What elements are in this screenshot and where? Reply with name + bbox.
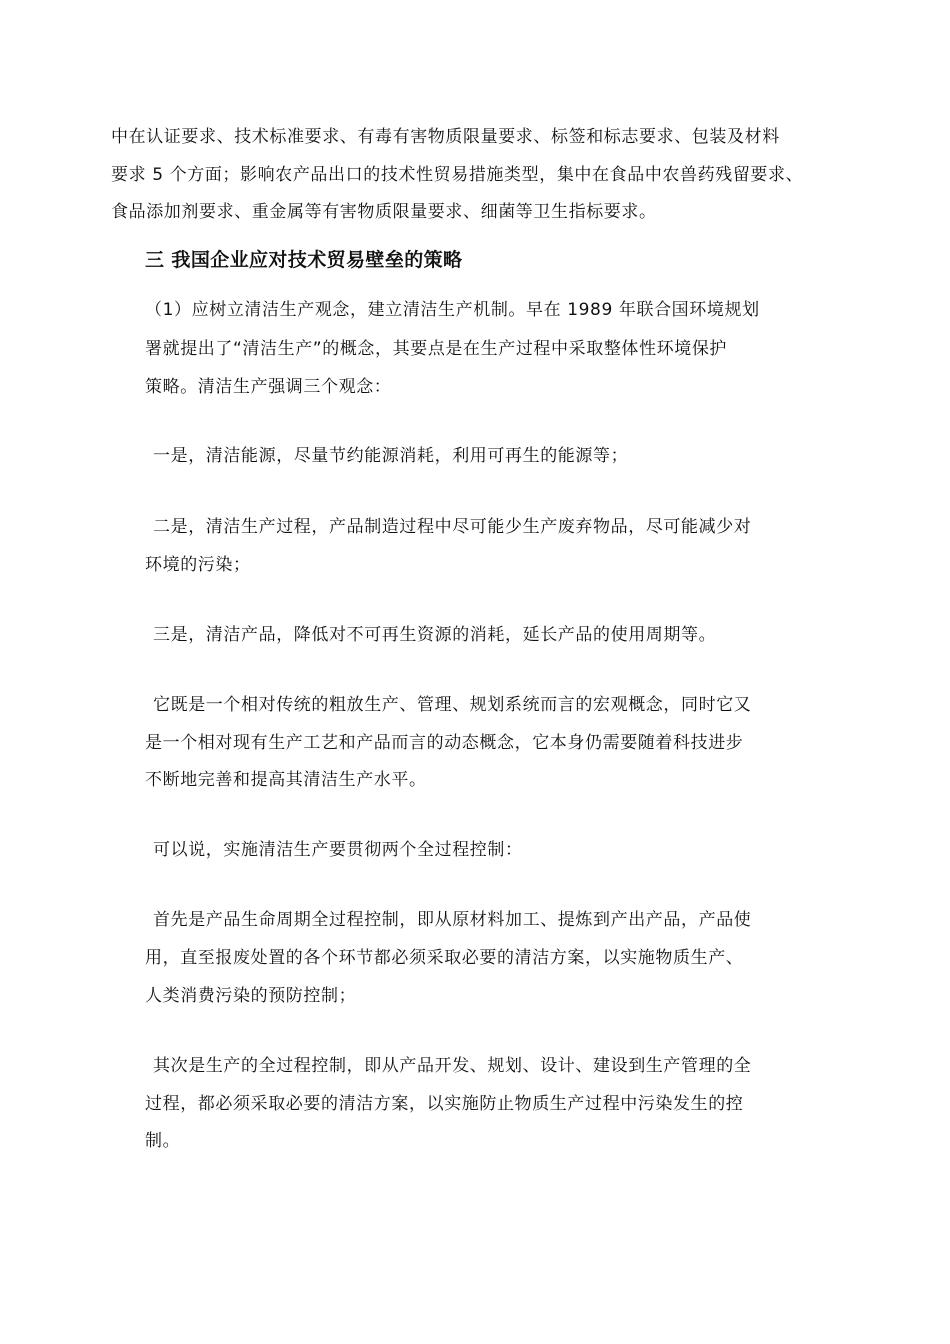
intro-line-2: 要求 5 个方面；影响农产品出口的技术性贸易措施类型，集中在食品中农兽药残留要求、	[111, 165, 804, 185]
intro-line-3: 食品添加剂要求、重金属等有害物质限量要求、细菌等卫生指标要求。	[111, 202, 657, 222]
paragraph-line: 可以说，实施清洁生产要贯彻两个全过程控制：	[153, 840, 523, 860]
section-heading: 三 我国企业应对技术贸易壁垒的策略	[145, 249, 463, 271]
paragraph-line: 其次是生产的全过程控制，即从产品开发、规划、设计、建设到生产管理的全	[153, 1056, 752, 1076]
paragraph-line: 三是，清洁产品，降低对不可再生资源的消耗，延长产品的使用周期等。	[153, 625, 717, 645]
paragraph-line: 是一个相对现有生产工艺和产品而言的动态概念，它本身仍需要随着科技进步	[145, 733, 744, 753]
paragraph-line: 它既是一个相对传统的粗放生产、管理、规划系统而言的宏观概念，同时它又	[153, 695, 752, 715]
paragraph-line: 署就提出了“清洁生产”的概念，其要点是在生产过程中采取整体性环境保护	[145, 339, 728, 359]
paragraph-line: 不断地完善和提高其清洁生产水平。	[145, 770, 427, 790]
paragraph-line: 人类消费污染的预防控制；	[145, 986, 357, 1006]
paragraph-line: 二是，清洁生产过程，产品制造过程中尽可能少生产废弃物品，尽可能减少对	[153, 517, 752, 537]
paragraph-line: 制。	[145, 1131, 181, 1151]
paragraph-line: 一是，清洁能源，尽量节约能源消耗，利用可再生的能源等；	[153, 446, 629, 466]
paragraph-line: （1）应树立清洁生产观念，建立清洁生产机制。早在 1989 年联合国环境规划	[145, 300, 760, 320]
paragraph-line: 首先是产品生命周期全过程控制，即从原材料加工、提炼到产出产品，产品使	[153, 910, 752, 930]
paragraph-line: 过程，都必须采取必要的清洁方案，以实施防止物质生产过程中污染发生的控	[145, 1094, 744, 1114]
intro-line-1: 中在认证要求、技术标准要求、有毒有害物质限量要求、标签和标志要求、包装及材料	[111, 127, 780, 147]
paragraph-line: 环境的污染；	[145, 555, 251, 575]
paragraph-line: 策略。清洁生产强调三个观念：	[145, 377, 392, 397]
paragraph-line: 用，直至报废处置的各个环节都必须采取必要的清洁方案，以实施物质生产、	[145, 948, 744, 968]
